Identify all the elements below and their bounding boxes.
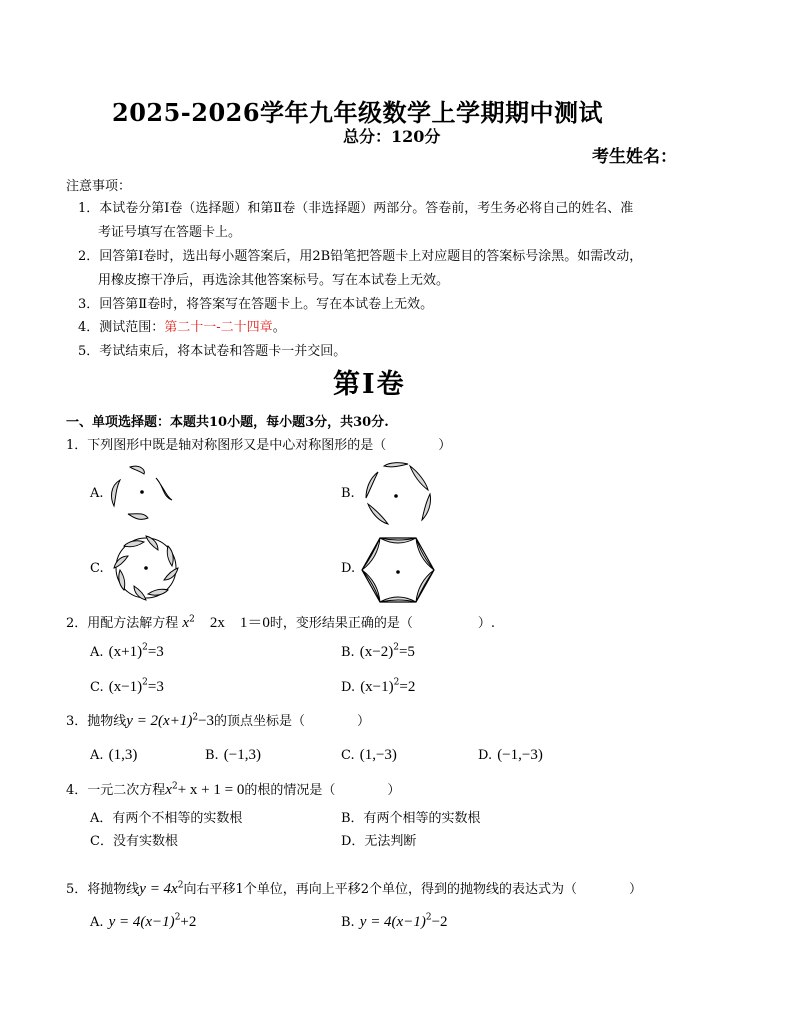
q5-a-rhs: +2 bbox=[180, 914, 197, 930]
q5-a-label: A. bbox=[90, 915, 104, 930]
page-title: 2025-2026学年九年级数学上学期期中测试 bbox=[112, 98, 604, 127]
q2-option-a bbox=[90, 641, 164, 661]
notes-heading: 注意事项： bbox=[66, 179, 132, 194]
q2-stem bbox=[66, 611, 495, 632]
q3-stem bbox=[66, 710, 370, 730]
q3-sq: 2 bbox=[192, 712, 199, 723]
q1-figure-a bbox=[104, 462, 176, 524]
q5-b-label: B. bbox=[341, 915, 355, 930]
volume-title: 第Ⅰ卷 bbox=[333, 369, 406, 400]
q5-option-b bbox=[341, 911, 448, 931]
q1-option-c-label: C. bbox=[90, 561, 104, 576]
q4-option-d: D．无法判断 bbox=[341, 834, 417, 849]
q2-option-b bbox=[341, 641, 415, 661]
section-heading: 一、单项选择题：本题共10小题，每小题3分，共30分. bbox=[66, 415, 389, 430]
q2-a-rhs: =3 bbox=[147, 644, 164, 660]
note-2-line-2: 用橡皮擦干净后，再选涂其他答案标号。写在本试卷上无效。 bbox=[98, 273, 450, 288]
examinee-name-label: 考生姓名： bbox=[592, 147, 677, 167]
q5-expr1: y = 4x bbox=[139, 881, 178, 897]
q4-stem bbox=[66, 779, 400, 799]
q3-pre: 3．抛物线 bbox=[66, 714, 127, 729]
q4-expr1: x bbox=[165, 782, 172, 798]
q2-b-label: B. bbox=[341, 645, 355, 660]
q4-expr2: + x + 1 = 0 bbox=[177, 782, 245, 798]
q2-option-c bbox=[90, 676, 164, 696]
q2-d-label: D. bbox=[341, 680, 356, 695]
q2-c-sq: 2 bbox=[142, 677, 148, 688]
q2-c-rhs: =3 bbox=[147, 679, 164, 695]
note-3: 3．回答第Ⅱ卷时，将答案写在答题卡上。写在本试卷上无效。 bbox=[78, 297, 434, 312]
q3-d-value: (−1,−3) bbox=[497, 747, 543, 763]
q3-a-label: A. bbox=[90, 748, 104, 763]
q5-stem bbox=[66, 878, 642, 898]
q2-option-d bbox=[341, 676, 415, 696]
q1-stem: 1．下列图形中既是轴对称图形又是中心对称图形的是（ ） bbox=[66, 438, 452, 453]
note-5: 5．考试结束后，将本试卷和答题卡一并交回。 bbox=[78, 344, 347, 359]
q2-c-expr: (x−1) bbox=[108, 679, 143, 695]
q4-option-a: A．有两个不相等的实数根 bbox=[90, 811, 243, 826]
note-4 bbox=[78, 316, 286, 335]
q3-option-a bbox=[90, 744, 137, 764]
q2-a-expr: (x+1) bbox=[108, 644, 143, 660]
q2-pre: 2．用配方法解方程 bbox=[66, 616, 179, 631]
q3-c-value: (1,−3) bbox=[359, 747, 397, 763]
q5-b-rhs: −2 bbox=[431, 914, 448, 930]
q3-b-value: (−1,3) bbox=[223, 747, 261, 763]
note-1-line-1: 1．本试卷分第Ⅰ卷（选择题）和第Ⅱ卷（非选择题）两部分。答卷前，考生务必将自己的姓名、准 bbox=[78, 201, 634, 216]
q4-option-c: C．没有实数根 bbox=[90, 834, 178, 849]
q3-option-c bbox=[341, 744, 397, 764]
q3-option-d bbox=[478, 744, 543, 764]
q4-option-b: B．有两个相等的实数根 bbox=[341, 811, 481, 826]
q1-figure-d bbox=[358, 534, 438, 606]
q2-d-expr: (x−1) bbox=[360, 679, 394, 695]
q5-b-expr: y = 4(x−1) bbox=[359, 914, 426, 930]
q1-figure-c bbox=[108, 530, 184, 606]
q2-a-label: A. bbox=[90, 645, 104, 660]
note-1-line-2: 考证号填写在答题卡上。 bbox=[98, 225, 242, 240]
q2-eq-sq: 2 bbox=[189, 614, 195, 625]
q5-sq: 2 bbox=[177, 880, 184, 891]
q1-option-b-label: B. bbox=[341, 486, 355, 501]
q5-post: 向右平移1个单位，再向上平移2个单位，得到的抛物线的表达式为（ ） bbox=[183, 882, 642, 897]
q5-option-a bbox=[90, 911, 196, 931]
q1-option-d-label: D. bbox=[341, 561, 356, 576]
q3-b-label: B. bbox=[205, 748, 219, 763]
q3-expr1: y = 2(x+1) bbox=[126, 713, 193, 729]
q2-b-sq: 2 bbox=[393, 642, 399, 653]
total-score: 总分：120分 bbox=[343, 127, 441, 146]
test-range: 第二十一-二十四章 bbox=[164, 320, 273, 335]
q2-post: 时，变形结果正确的是（ ）. bbox=[269, 616, 495, 631]
q2-a-sq: 2 bbox=[142, 642, 148, 653]
q3-expr2: −3 bbox=[198, 713, 215, 729]
q2-c-label: C. bbox=[90, 680, 104, 695]
note-4-suffix: 。 bbox=[272, 320, 286, 335]
q2-eq-rest: 2x 1＝0 bbox=[194, 615, 270, 631]
q2-d-sq: 2 bbox=[393, 677, 400, 688]
q3-post: 的顶点坐标是（ ） bbox=[214, 714, 371, 729]
q3-c-label: C. bbox=[341, 748, 355, 763]
q3-option-b bbox=[205, 744, 261, 764]
q1-option-a-label: A. bbox=[90, 486, 104, 501]
q4-post: 的根的情况是（ ） bbox=[244, 783, 401, 798]
q4-sq: 2 bbox=[171, 781, 178, 792]
q2-b-rhs: =5 bbox=[398, 644, 415, 660]
q2-d-rhs: =2 bbox=[399, 679, 416, 695]
q2-b-expr: (x−2) bbox=[359, 644, 394, 660]
q5-b-sq: 2 bbox=[425, 912, 432, 923]
q3-d-label: D. bbox=[478, 748, 493, 763]
q5-pre: 5．将抛物线 bbox=[66, 882, 140, 897]
q1-figure-b bbox=[356, 460, 440, 528]
q3-a-value: (1,3) bbox=[108, 747, 138, 763]
q5-a-sq: 2 bbox=[174, 912, 181, 923]
q4-pre: 4．一元二次方程 bbox=[66, 783, 166, 798]
q5-a-expr: y = 4(x−1) bbox=[108, 914, 175, 930]
note-4-prefix: 4．测试范围： bbox=[78, 320, 165, 335]
q2-eq-x: x bbox=[182, 615, 190, 631]
note-2-line-1: 2．回答第Ⅰ卷时，选出每小题答案后，用2B铅笔把答题卡上对应题目的答案标号涂黑。如需改动， bbox=[78, 249, 643, 264]
